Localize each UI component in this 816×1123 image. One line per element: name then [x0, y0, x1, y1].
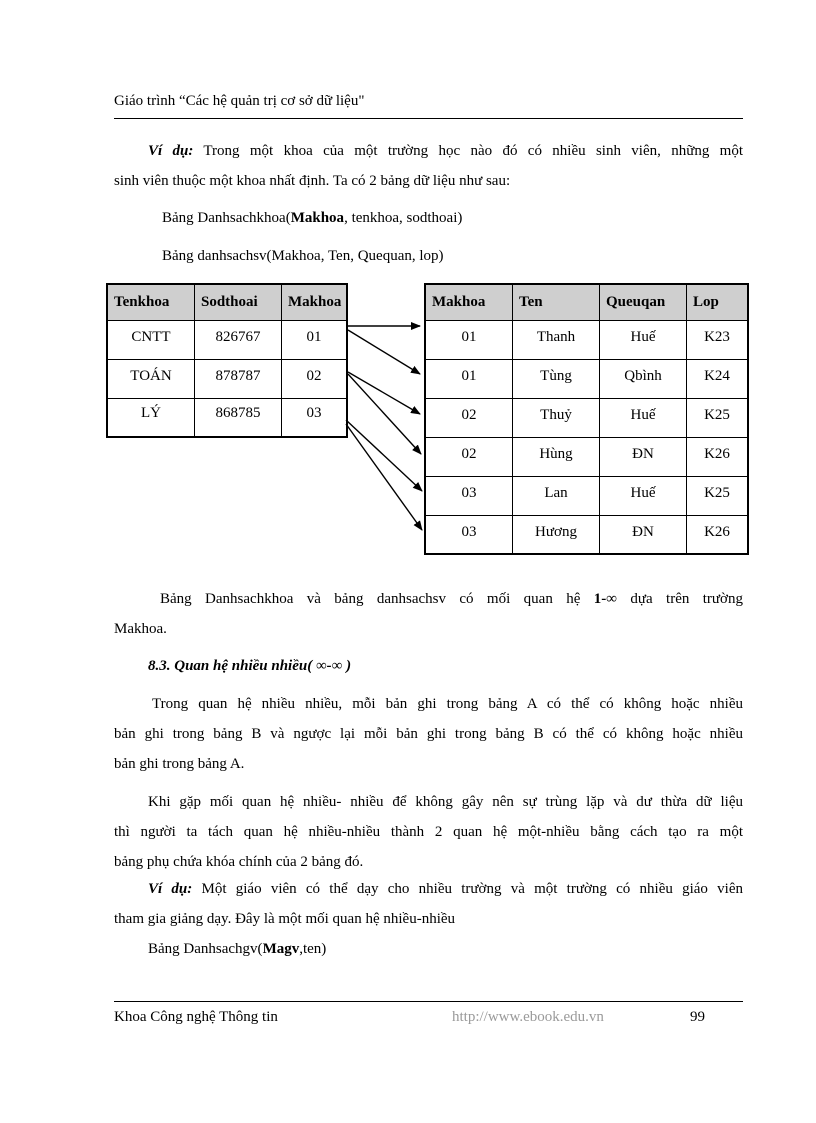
para2-line3: bảng phụ chứa khóa chính của 2 bảng đó. — [114, 854, 364, 870]
relation-note-line1: Bảng Danhsachkhoa và bảng danhsachsv có mối quan hệ 1-∞ dựa trên trường — [160, 591, 743, 607]
cell-quequan: Qbình — [600, 359, 687, 398]
cell-makhoa: 02 — [425, 398, 513, 437]
cell-quequan: Huế — [600, 398, 687, 437]
header-sodthoai: Sodthoai — [195, 284, 282, 320]
cell-lop: K26 — [687, 437, 749, 476]
cell-quequan: ĐN — [600, 437, 687, 476]
example1-label: Ví dụ: — [148, 143, 194, 159]
header-ten: Ten — [513, 284, 600, 320]
section-title: 8.3. Quan hệ nhiều nhiều( ∞-∞ ) — [148, 658, 352, 674]
cell-makhoa: 02 — [425, 437, 513, 476]
example2-label: Ví dụ: — [148, 881, 193, 897]
schema-danhsachkhoa: Bảng Danhsachkhoa(Makhoa, tenkhoa, sodthoai) — [162, 210, 463, 226]
cell-makhoa: 03 — [425, 476, 513, 515]
schema-danhsachsv: Bảng danhsachsv(Makhoa, Ten, Quequan, lop) — [162, 248, 444, 264]
cell-makhoa: 01 — [425, 320, 513, 359]
cell-lop: K23 — [687, 320, 749, 359]
cell-lop: K25 — [687, 476, 749, 515]
cell-ten: Hương — [513, 515, 600, 554]
page-number: 99 — [690, 1009, 705, 1025]
header-lop: Lop — [687, 284, 749, 320]
cell-ten: Tùng — [513, 359, 600, 398]
cell-sodthoai: 868785 — [195, 398, 282, 437]
cell-ten: Thanh — [513, 320, 600, 359]
arrow-03-huong — [346, 424, 422, 530]
cell-lop: K26 — [687, 515, 749, 554]
cell-makhoa: 02 — [282, 359, 348, 398]
cell-makhoa: 01 — [425, 359, 513, 398]
arrow-01-tung — [348, 330, 420, 374]
arrow-02-thuy — [348, 372, 420, 414]
example2-line1: Ví dụ: Một giáo viên có thể dạy cho nhiều trường và một trường có nhiều giáo viên — [148, 881, 744, 897]
cell-sodthoai: 878787 — [195, 359, 282, 398]
example1-line1: Ví dụ: Trong một khoa của một trường học nào đó có nhiều sinh viên, những một — [148, 143, 743, 159]
cell-makhoa: 03 — [282, 398, 348, 437]
cell-ten: Hùng — [513, 437, 600, 476]
header-makhoa: Makhoa — [425, 284, 513, 320]
cell-tenkhoa: CNTT — [107, 320, 195, 359]
para2-line1: Khi gặp mối quan hệ nhiều- nhiều để không gây nên sự trùng lặp và dư thừa dữ liệu — [148, 794, 743, 810]
cell-ten: Lan — [513, 476, 600, 515]
cell-ten: Thuỷ — [513, 398, 600, 437]
arrow-03-lan — [346, 420, 422, 491]
header-queuqan: Queuqan — [600, 284, 687, 320]
para1-line2: bản ghi trong bảng B và ngược lại mỗi bản ghi trong bảng B có thể có không hoặc nhiều — [114, 726, 743, 742]
cell-sodthoai: 826767 — [195, 320, 282, 359]
para1-line3: bản ghi trong bảng A. — [114, 756, 245, 772]
example2-line2: tham gia giảng dạy. Đây là một mối quan hệ nhiều-nhiều — [114, 911, 456, 927]
example1-line2: sinh viên thuộc một khoa nhất định. Ta có 2 bảng dữ liệu như sau: — [114, 173, 511, 189]
para2-line2: thì người ta tách quan hệ nhiều-nhiều thành 2 quan hệ một-nhiều bằng cách tạo ra một — [114, 824, 743, 840]
cell-tenkhoa: LÝ — [107, 398, 195, 437]
footer-rule — [114, 1001, 743, 1002]
cell-lop: K25 — [687, 398, 749, 437]
header-makhoa: Makhoa — [282, 284, 348, 320]
footer-department: Khoa Công nghệ Thông tin — [114, 1009, 278, 1025]
cell-quequan: Huế — [600, 320, 687, 359]
cell-makhoa: 01 — [282, 320, 348, 359]
footer-url[interactable]: http://www.ebook.edu.vn — [452, 1009, 604, 1025]
page-header-title: Giáo trình “Các hệ quản trị cơ sở dữ liệu" — [114, 93, 365, 109]
header-tenkhoa: Tenkhoa — [107, 284, 195, 320]
schema-danhsachgv: Bảng Danhsachgv(Magv,ten) — [148, 941, 327, 957]
para1-line1: Trong quan hệ nhiều nhiều, mỗi bản ghi trong bảng A có thể có không hoặc nhiều — [152, 696, 743, 712]
relation-note-line2: Makhoa. — [114, 621, 167, 637]
cell-tenkhoa: TOÁN — [107, 359, 195, 398]
cell-makhoa: 03 — [425, 515, 513, 554]
cell-quequan: ĐN — [600, 515, 687, 554]
cell-lop: K24 — [687, 359, 749, 398]
cell-quequan: Huế — [600, 476, 687, 515]
